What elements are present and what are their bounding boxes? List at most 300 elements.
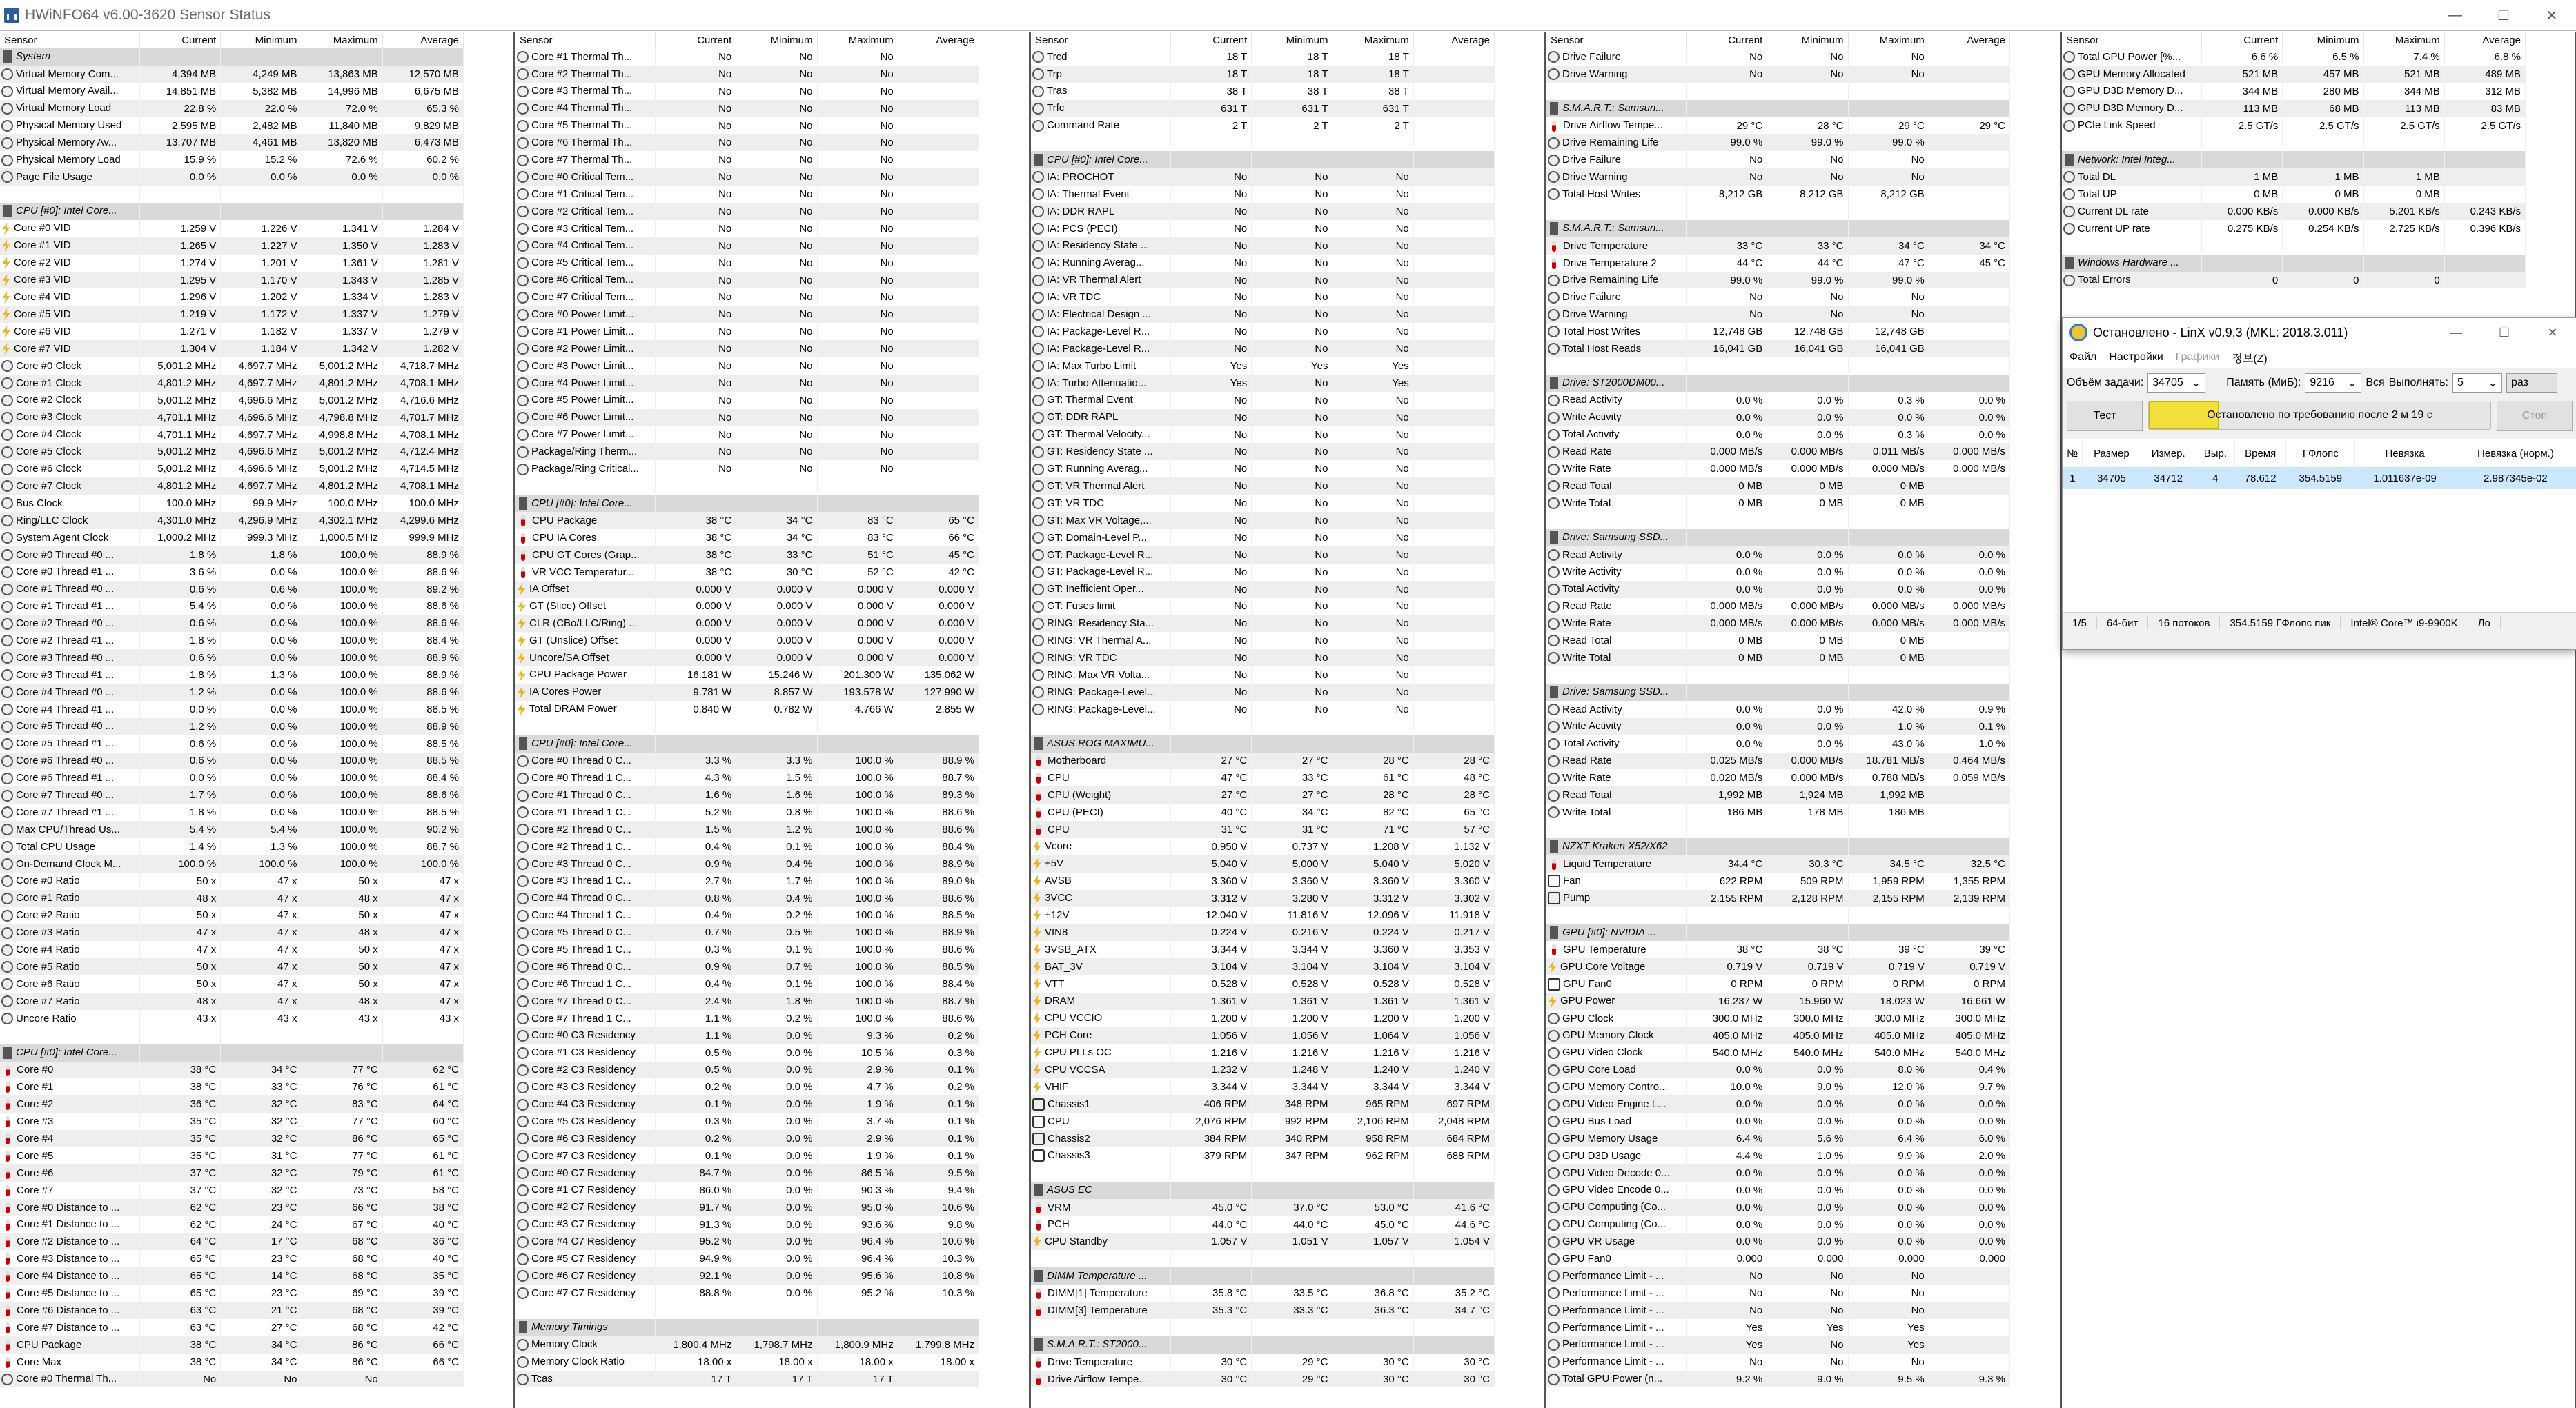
sensor-row[interactable] (515, 375, 979, 392)
sensor-row[interactable] (515, 546, 979, 564)
sensor-row[interactable] (1031, 460, 1495, 477)
sensor-row[interactable] (1031, 821, 1495, 838)
sensor-row[interactable] (1031, 1113, 1495, 1130)
sensor-row[interactable] (1546, 546, 2010, 564)
sensor-group-header[interactable] (1546, 684, 2010, 701)
sensor-row[interactable] (1546, 855, 2010, 873)
sensor-row[interactable] (1031, 632, 1495, 649)
sensor-group-header[interactable] (515, 495, 979, 512)
sensor-row[interactable] (1031, 598, 1495, 615)
sensor-row[interactable] (515, 632, 979, 649)
sensor-group-header[interactable] (2062, 151, 2526, 168)
sensor-row[interactable] (1546, 477, 2010, 495)
sensor-row[interactable] (515, 1095, 979, 1113)
sensor-row[interactable] (515, 100, 979, 117)
sensor-row[interactable] (1546, 1267, 2010, 1285)
column-header-minimum[interactable]: Minimum (2283, 32, 2363, 48)
sensor-row[interactable] (1031, 786, 1495, 804)
sensor-row[interactable] (1031, 1027, 1495, 1044)
sensor-group-header[interactable] (515, 735, 979, 753)
sensor-row[interactable] (0, 1062, 464, 1079)
sensor-row[interactable] (1031, 203, 1495, 220)
sensor-row[interactable] (0, 890, 464, 907)
sensor-row[interactable] (1031, 1371, 1495, 1388)
sensor-row[interactable] (0, 255, 464, 272)
sensor-group-header[interactable] (1031, 1336, 1495, 1354)
sensor-row[interactable] (1031, 306, 1495, 323)
sensor-row[interactable] (515, 941, 979, 958)
sensor-row[interactable] (515, 1010, 979, 1027)
sensor-row[interactable] (515, 203, 979, 220)
sensor-row[interactable] (1031, 512, 1495, 529)
column-header-average[interactable]: Average (898, 32, 979, 48)
sensor-row[interactable] (515, 598, 979, 615)
sensor-row[interactable] (2062, 272, 2526, 289)
sensor-row[interactable] (0, 1233, 464, 1250)
sensor-row[interactable] (515, 306, 979, 323)
sensor-row[interactable] (0, 735, 464, 753)
sensor-row[interactable] (1546, 1010, 2010, 1027)
sensor-row[interactable] (0, 838, 464, 855)
sensor-row[interactable] (1546, 306, 2010, 323)
sensor-row[interactable] (2062, 203, 2526, 220)
sensor-row[interactable] (0, 873, 464, 890)
sensor-row[interactable] (1546, 1354, 2010, 1371)
sensor-row[interactable] (515, 1130, 979, 1147)
sensor-row[interactable] (515, 83, 979, 100)
sensor-row[interactable] (0, 598, 464, 615)
sensor-row[interactable] (1546, 392, 2010, 409)
sensor-row[interactable] (1546, 649, 2010, 666)
sensor-row[interactable] (0, 1078, 464, 1095)
sensor-row[interactable] (1546, 804, 2010, 821)
sensor-row[interactable] (1546, 1062, 2010, 1079)
sensor-row[interactable] (1031, 272, 1495, 289)
sensor-row[interactable] (515, 288, 979, 306)
results-column-header[interactable]: Размер (2083, 439, 2141, 467)
column-header-minimum[interactable]: Minimum (1252, 32, 1333, 48)
sensor-row[interactable] (1546, 890, 2010, 907)
sensor-row[interactable] (1031, 186, 1495, 203)
sensor-row[interactable] (1031, 340, 1495, 357)
linx-minimize-button[interactable]: — (2450, 325, 2462, 339)
sensor-row[interactable] (1031, 1233, 1495, 1250)
sensor-row[interactable] (1546, 426, 2010, 444)
menu-settings[interactable]: Настройки (2109, 351, 2163, 363)
sensor-row[interactable] (1546, 409, 2010, 426)
sensor-group-header[interactable] (0, 48, 464, 66)
sensor-row[interactable] (515, 460, 979, 477)
sensor-row[interactable] (1546, 632, 2010, 649)
sensor-row[interactable] (515, 564, 979, 581)
sensor-row[interactable] (515, 117, 979, 135)
sensor-row[interactable] (1031, 753, 1495, 770)
sensor-row[interactable] (2062, 100, 2526, 117)
sensor-row[interactable] (1031, 838, 1495, 855)
sensor-row[interactable] (515, 1267, 979, 1285)
sensor-row[interactable] (0, 1182, 464, 1199)
sensor-row[interactable] (1546, 495, 2010, 512)
sensor-row[interactable] (1546, 66, 2010, 83)
sensor-row[interactable] (515, 975, 979, 993)
results-column-header[interactable]: Выр. (2196, 439, 2234, 467)
sensor-group-header[interactable] (1546, 529, 2010, 546)
column-header-minimum[interactable]: Minimum (736, 32, 817, 48)
sensor-row[interactable] (0, 769, 464, 786)
sensor-row[interactable] (1031, 941, 1495, 958)
sensor-row[interactable] (1031, 323, 1495, 340)
sensor-row[interactable] (0, 1336, 464, 1354)
sensor-row[interactable] (1031, 924, 1495, 941)
sensor-row[interactable] (1546, 1044, 2010, 1062)
maximize-button[interactable]: ☐ (2497, 8, 2510, 23)
sensor-row[interactable] (1031, 1285, 1495, 1302)
results-column-header[interactable]: Невязка (норм.) (2455, 439, 2576, 467)
sensor-row[interactable] (1031, 649, 1495, 666)
sensor-row[interactable] (515, 1078, 979, 1095)
sensor-row[interactable] (1031, 117, 1495, 135)
sensor-row[interactable] (515, 890, 979, 907)
sensor-row[interactable] (515, 512, 979, 529)
sensor-row[interactable] (1546, 340, 2010, 357)
sensor-row[interactable] (0, 615, 464, 632)
sensor-row[interactable] (1546, 1147, 2010, 1164)
sensor-row[interactable] (1031, 409, 1495, 426)
sensor-row[interactable] (1031, 255, 1495, 272)
column-header-current[interactable]: Current (140, 32, 221, 48)
sensor-row[interactable] (0, 340, 464, 357)
sensor-row[interactable] (1546, 255, 2010, 272)
sensor-row[interactable] (1031, 666, 1495, 684)
sensor-row[interactable] (515, 753, 979, 770)
sensor-row[interactable] (515, 1250, 979, 1267)
results-column-header[interactable]: ГФлопс (2286, 439, 2355, 467)
sensor-row[interactable] (1546, 975, 2010, 993)
results-column-header[interactable]: Время (2234, 439, 2285, 467)
sensor-row[interactable] (0, 495, 464, 512)
sensor-row[interactable] (515, 1354, 979, 1371)
sensor-row[interactable] (515, 323, 979, 340)
sensor-row[interactable] (1546, 993, 2010, 1010)
sensor-group-header[interactable] (1546, 375, 2010, 392)
column-header-maximum[interactable]: Maximum (2363, 32, 2444, 48)
sensor-row[interactable] (1546, 168, 2010, 186)
sensor-row[interactable] (515, 993, 979, 1010)
sensor-row[interactable] (0, 443, 464, 460)
column-header-average[interactable]: Average (382, 32, 463, 48)
column-header-minimum[interactable]: Minimum (1767, 32, 1848, 48)
sensor-row[interactable] (1031, 684, 1495, 701)
results-row[interactable] (2063, 467, 2576, 489)
sensor-row[interactable] (1546, 1285, 2010, 1302)
sensor-group-header[interactable] (0, 203, 464, 220)
sensor-group-header[interactable] (0, 1044, 464, 1062)
sensor-row[interactable] (0, 1113, 464, 1130)
linx-close-button[interactable]: ✕ (2547, 325, 2558, 339)
sensor-row[interactable] (1031, 1130, 1495, 1147)
sensor-row[interactable] (515, 426, 979, 444)
sensor-row[interactable] (1546, 134, 2010, 151)
all-memory-label[interactable]: Вся (2366, 377, 2385, 388)
column-header-sensor[interactable]: Sensor (1031, 32, 1171, 48)
sensor-row[interactable] (1546, 598, 2010, 615)
sensor-row[interactable] (1031, 804, 1495, 821)
sensor-group-header[interactable] (1546, 100, 2010, 117)
sensor-row[interactable] (1546, 753, 2010, 770)
sensor-row[interactable] (0, 83, 464, 100)
sensor-row[interactable] (515, 804, 979, 821)
sensor-row[interactable] (515, 1233, 979, 1250)
sensor-group-header[interactable] (1031, 151, 1495, 168)
sensor-row[interactable] (515, 392, 979, 409)
sensor-row[interactable] (515, 1062, 979, 1079)
sensor-row[interactable] (515, 1199, 979, 1216)
sensor-row[interactable] (0, 477, 464, 495)
sensor-row[interactable] (515, 769, 979, 786)
sensor-group-header[interactable] (1546, 924, 2010, 941)
sensor-row[interactable] (1546, 581, 2010, 598)
sensor-row[interactable] (515, 786, 979, 804)
sensor-row[interactable] (515, 666, 979, 684)
sensor-row[interactable] (0, 426, 464, 444)
column-header-average[interactable]: Average (2444, 32, 2525, 48)
sensor-row[interactable] (1031, 975, 1495, 993)
sensor-row[interactable] (2062, 168, 2526, 186)
sensor-row[interactable] (0, 1267, 464, 1285)
sensor-row[interactable] (0, 1216, 464, 1233)
sensor-row[interactable] (1546, 958, 2010, 975)
sensor-row[interactable] (1031, 581, 1495, 598)
linx-maximize-button[interactable]: ☐ (2498, 325, 2510, 339)
sensor-row[interactable] (1546, 237, 2010, 255)
sensor-row[interactable] (0, 323, 464, 340)
sensor-row[interactable] (0, 220, 464, 237)
sensor-row[interactable] (1546, 1164, 2010, 1182)
sensor-row[interactable] (0, 151, 464, 168)
sensor-row[interactable] (1031, 66, 1495, 83)
sensor-row[interactable] (515, 168, 979, 186)
sensor-row[interactable] (1546, 48, 2010, 66)
sensor-row[interactable] (1031, 769, 1495, 786)
sensor-row[interactable] (1546, 1371, 2010, 1388)
sensor-row[interactable] (0, 907, 464, 924)
column-header-current[interactable]: Current (656, 32, 736, 48)
sensor-row[interactable] (0, 718, 464, 735)
sensor-row[interactable] (1546, 615, 2010, 632)
sensor-row[interactable] (1546, 288, 2010, 306)
sensor-row[interactable] (1031, 100, 1495, 117)
stop-button[interactable]: Стоп (2497, 401, 2573, 431)
sensor-row[interactable] (515, 1336, 979, 1354)
sensor-row[interactable] (1546, 1078, 2010, 1095)
sensor-row[interactable] (515, 581, 979, 598)
sensor-row[interactable] (1546, 1130, 2010, 1147)
sensor-row[interactable] (1031, 546, 1495, 564)
sensor-row[interactable] (0, 753, 464, 770)
sensor-row[interactable] (515, 615, 979, 632)
sensor-row[interactable] (1546, 1199, 2010, 1216)
sensor-row[interactable] (0, 786, 464, 804)
sensor-row[interactable] (0, 993, 464, 1010)
sensor-row[interactable] (515, 958, 979, 975)
sensor-row[interactable] (1546, 769, 2010, 786)
sensor-row[interactable] (0, 581, 464, 598)
sensor-row[interactable] (1031, 993, 1495, 1010)
sensor-row[interactable] (2062, 117, 2526, 135)
sensor-row[interactable] (1546, 1027, 2010, 1044)
sensor-row[interactable] (515, 66, 979, 83)
sensor-row[interactable] (0, 1147, 464, 1164)
run-count-select[interactable] (2452, 373, 2502, 393)
sensor-row[interactable] (515, 1113, 979, 1130)
column-header-average[interactable]: Average (1413, 32, 1494, 48)
sensor-row[interactable] (1031, 288, 1495, 306)
run-unit-select[interactable] (2506, 373, 2557, 393)
sensor-row[interactable] (0, 357, 464, 375)
sensor-row[interactable] (1546, 941, 2010, 958)
sensor-row[interactable] (1031, 907, 1495, 924)
results-column-header[interactable]: № (2063, 439, 2083, 467)
sensor-row[interactable] (1031, 1010, 1495, 1027)
sensor-row[interactable] (1031, 1302, 1495, 1319)
sensor-row[interactable] (515, 48, 979, 66)
column-header-current[interactable]: Current (2202, 32, 2283, 48)
sensor-row[interactable] (1031, 220, 1495, 237)
sensor-row[interactable] (0, 168, 464, 186)
sensor-row[interactable] (0, 924, 464, 941)
sensor-group-header[interactable] (1031, 1182, 1495, 1199)
sensor-row[interactable] (1546, 151, 2010, 168)
sensor-row[interactable] (1031, 529, 1495, 546)
sensor-row[interactable] (0, 460, 464, 477)
sensor-row[interactable] (1031, 873, 1495, 890)
sensor-row[interactable] (0, 804, 464, 821)
sensor-row[interactable] (0, 1130, 464, 1147)
sensor-row[interactable] (1031, 958, 1495, 975)
sensor-row[interactable] (2062, 83, 2526, 100)
sensor-row[interactable] (0, 821, 464, 838)
sensor-row[interactable] (1546, 786, 2010, 804)
sensor-row[interactable] (1546, 117, 2010, 135)
sensor-row[interactable] (515, 1182, 979, 1199)
sensor-row[interactable] (515, 1164, 979, 1182)
sensor-row[interactable] (1546, 1233, 2010, 1250)
sensor-row[interactable] (1031, 890, 1495, 907)
sensor-row[interactable] (0, 1302, 464, 1319)
sensor-row[interactable] (1031, 1216, 1495, 1233)
sensor-row[interactable] (1546, 323, 2010, 340)
sensor-row[interactable] (0, 409, 464, 426)
sensor-row[interactable] (515, 151, 979, 168)
sensor-row[interactable] (0, 529, 464, 546)
sensor-group-header[interactable] (2062, 255, 2526, 272)
sensor-row[interactable] (1031, 83, 1495, 100)
column-header-current[interactable]: Current (1171, 32, 1252, 48)
sensor-row[interactable] (0, 701, 464, 718)
sensor-row[interactable] (1031, 1044, 1495, 1062)
sensor-row[interactable] (1031, 375, 1495, 392)
sensor-row[interactable] (0, 632, 464, 649)
sensor-row[interactable] (0, 66, 464, 83)
sensor-row[interactable] (0, 546, 464, 564)
sensor-row[interactable] (515, 821, 979, 838)
sensor-row[interactable] (0, 855, 464, 873)
sensor-row[interactable] (0, 512, 464, 529)
sensor-row[interactable] (1546, 186, 2010, 203)
sensor-row[interactable] (1031, 855, 1495, 873)
sensor-row[interactable] (1031, 237, 1495, 255)
sensor-row[interactable] (1031, 392, 1495, 409)
sensor-row[interactable] (515, 649, 979, 666)
sensor-row[interactable] (2062, 66, 2526, 83)
sensor-row[interactable] (0, 1095, 464, 1113)
sensor-row[interactable] (1031, 615, 1495, 632)
sensor-row[interactable] (0, 1285, 464, 1302)
sensor-row[interactable] (0, 1354, 464, 1371)
column-header-maximum[interactable]: Maximum (817, 32, 898, 48)
sensor-row[interactable] (2062, 220, 2526, 237)
problem-size-select[interactable] (2147, 373, 2205, 393)
sensor-row[interactable] (1546, 1319, 2010, 1336)
column-header-maximum[interactable]: Maximum (1848, 32, 1929, 48)
sensor-row[interactable] (515, 838, 979, 855)
results-column-header[interactable]: Невязка (2355, 439, 2455, 467)
sensor-row[interactable] (0, 958, 464, 975)
column-header-maximum[interactable]: Maximum (302, 32, 382, 48)
sensor-row[interactable] (1031, 495, 1495, 512)
sensor-row[interactable] (0, 100, 464, 117)
sensor-row[interactable] (1546, 272, 2010, 289)
sensor-group-header[interactable] (1031, 735, 1495, 753)
sensor-row[interactable] (0, 392, 464, 409)
sensor-row[interactable] (515, 220, 979, 237)
sensor-row[interactable] (0, 1164, 464, 1182)
sensor-row[interactable] (515, 684, 979, 701)
sensor-row[interactable] (1546, 701, 2010, 718)
sensor-row[interactable] (1031, 1354, 1495, 1371)
sensor-row[interactable] (0, 1199, 464, 1216)
sensor-row[interactable] (1031, 1147, 1495, 1164)
test-button[interactable]: Тест (2067, 401, 2143, 431)
sensor-row[interactable] (1546, 1216, 2010, 1233)
sensor-row[interactable] (1546, 735, 2010, 753)
sensor-row[interactable] (0, 272, 464, 289)
sensor-row[interactable] (1031, 1199, 1495, 1216)
sensor-row[interactable] (1031, 477, 1495, 495)
menu-info[interactable]: 정보(Z) (2232, 353, 2268, 365)
sensor-row[interactable] (515, 134, 979, 151)
column-header-average[interactable]: Average (1929, 32, 2009, 48)
sensor-row[interactable] (0, 117, 464, 135)
sensor-row[interactable] (0, 134, 464, 151)
close-button[interactable]: ✕ (2546, 8, 2558, 23)
column-header-sensor[interactable]: Sensor (1546, 32, 1687, 48)
sensor-row[interactable] (515, 443, 979, 460)
sensor-row[interactable] (0, 941, 464, 958)
menu-file[interactable]: Файл (2069, 351, 2097, 363)
sensor-row[interactable] (515, 1147, 979, 1164)
sensor-row[interactable] (1546, 1113, 2010, 1130)
menu-graphs[interactable]: Графики (2175, 351, 2220, 363)
sensor-row[interactable] (1546, 1182, 2010, 1199)
sensor-group-header[interactable] (1031, 1267, 1495, 1285)
sensor-row[interactable] (515, 1285, 979, 1302)
sensor-group-header[interactable] (1546, 838, 2010, 855)
sensor-row[interactable] (1546, 1336, 2010, 1354)
sensor-row[interactable] (1031, 564, 1495, 581)
sensor-row[interactable] (0, 975, 464, 993)
sensor-row[interactable] (515, 855, 979, 873)
